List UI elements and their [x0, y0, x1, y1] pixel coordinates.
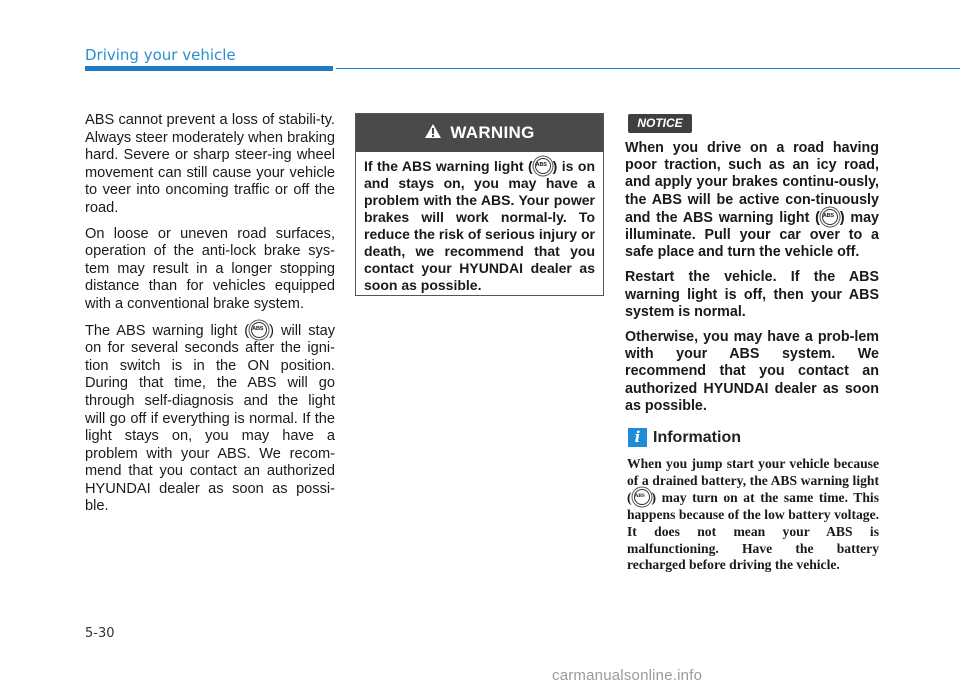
paragraph-loose-surfaces: On loose or uneven road surfaces, operation of the anti-lock brake sys-tem may result in a longer stopping distance than for vehicles equipped with a conventional brake system.: [85, 225, 335, 312]
info-icon: i: [628, 428, 647, 447]
warning-header: [356, 114, 603, 152]
notice-paragraph-2: Restart the vehicle. If the ABS warning light is off, then your ABS system is normal.: [625, 269, 879, 320]
left-column: [85, 112, 335, 524]
notice-badge: NOTICE: [628, 114, 692, 133]
warning-label: WARNING: [450, 123, 535, 142]
text-segment: ) will stay on for several seconds after the igni-tion switch is in the ON position. During that time, the ABS will go through self-diagnosis and the light will go off if everything is normal. If the light stays on, you may have a problem with your ABS. We recom-mend that you contact an authorized HYUNDAI dealer as soon as possi-ble.: [85, 322, 335, 515]
abs-warning-light-icon: [634, 489, 650, 505]
notice-column: [625, 140, 879, 423]
information-title: Information: [653, 429, 741, 446]
warning-text: [356, 152, 603, 294]
text-segment: ) may turn on at the same time. This happens because of the low battery voltage. It does not mean your ABS is malfunctioning. Have the battery recharged before driving the vehicle.: [627, 490, 879, 573]
section-title: Driving your vehicle: [85, 46, 236, 64]
text-segment: ) may illuminate. Pull your car over to a safe place and turn the vehicle off.: [625, 209, 879, 261]
paragraph-abs-stability: ABS cannot prevent a loss of stabili-ty. Always steer moderately when braking hard. Severe or sharp steer-ing wheel movement can still cause your vehicle to veer into oncoming traffic or off the road.: [85, 112, 335, 216]
header-rule-thin: [336, 68, 960, 69]
paragraph-abs-warning-light: [85, 322, 335, 517]
abs-warning-light-icon: [535, 158, 551, 174]
abs-warning-light-icon: [822, 209, 838, 225]
text-segment: When you drive on a road having poor traction, such as an icy road, and apply your brakes continu-ously, the ABS will be active con-tinuously and the ABS warning light (: [625, 140, 879, 226]
warning-box: [355, 113, 604, 296]
text-segment: When you jump start your vehicle because of a drained battery, the ABS warning light (: [627, 456, 879, 506]
abs-warning-light-icon: [251, 322, 267, 338]
watermark[interactable]: carmanualsonline.info: [552, 667, 703, 684]
notice-paragraph-1: [625, 140, 879, 261]
notice-paragraph-3: Otherwise, you may have a prob-lem with your ABS system. We recommend that you contact an authorized HYUNDAI dealer as soon as possible.: [625, 329, 879, 414]
text-segment: The ABS warning light (: [85, 322, 250, 339]
warning-triangle-icon: [424, 123, 442, 144]
text-segment: If the ABS warning light (: [364, 158, 533, 174]
header-rule-thick: [85, 66, 333, 71]
page-number: 5-30: [85, 626, 115, 641]
information-text: [627, 456, 879, 574]
text-segment: ) is on and stays on, you may have a problem with the ABS. Your power brakes will work normal-ly. To reduce the risk of serious injury or death, we recommend that you contact your HYUNDAI dealer as soon as possible.: [364, 158, 595, 293]
